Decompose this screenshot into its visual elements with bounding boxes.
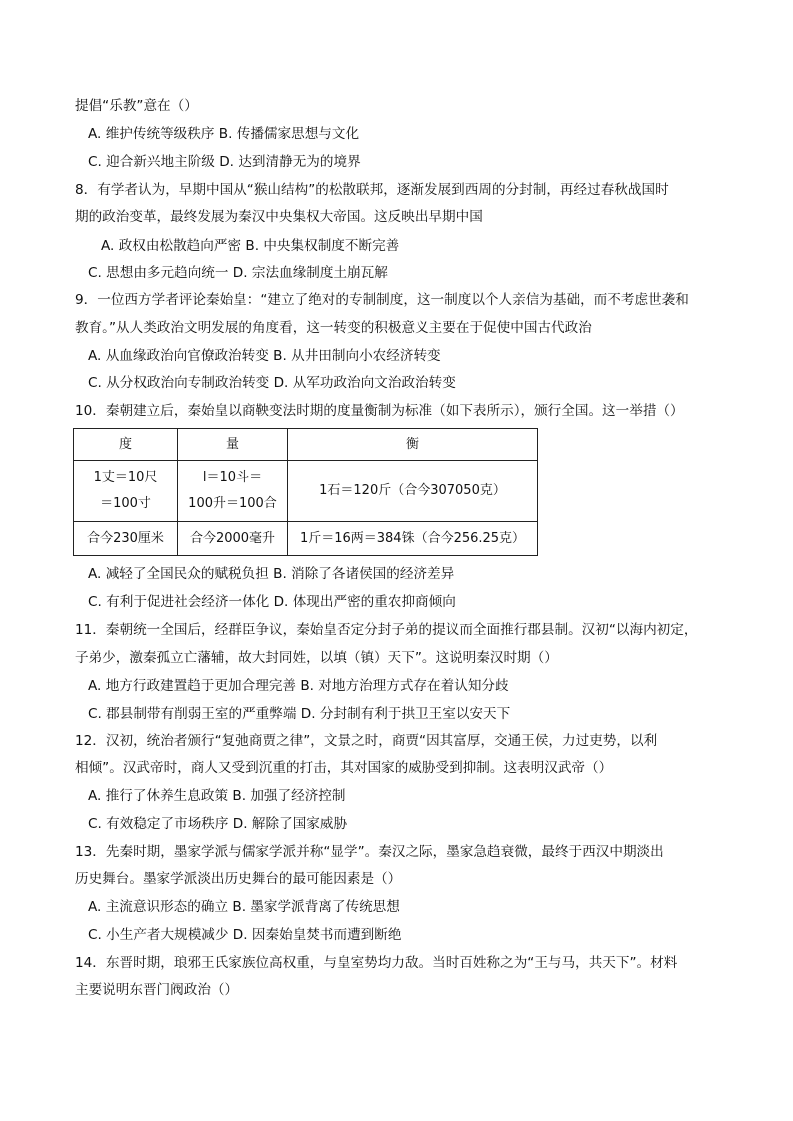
table-cell-heng-units: 1石＝120斤（合今307050克） <box>288 461 538 522</box>
question-14-stem-line2: 主要说明东晋门阀政治（） <box>75 982 239 998</box>
question-14-stem-line1: 14．东晋时期，琅邪王氏家族位高权重，与皇室势均力敌。当时百姓称之为“王与马，共天下”。材料 <box>75 955 678 971</box>
table-cell-du-units <box>74 461 178 522</box>
question-8-options-ab: A. 政权由松散趋向严密 B. 中央集权制度不断完善 <box>101 238 400 254</box>
question-9-options-ab: A. 从血缘政治向官僚政治转变 B. 从井田制向小农经济转变 <box>88 348 441 364</box>
question-10-options-cd: C. 有利于促进社会经济一体化 D. 体现出严密的重农抑商倾向 <box>88 594 456 610</box>
table-cell-liang-units <box>178 461 288 522</box>
table-cell-liang-modern: 合今2000毫升 <box>178 522 288 556</box>
question-9-stem-line1: 9．一位西方学者评论秦始皇：“建立了绝对的专制制度，这一制度以个人亲信为基础，而不考虑世袭和 <box>75 292 689 308</box>
table-cell-du-modern: 合今230厘米 <box>74 522 178 556</box>
question-9-options-cd: C. 从分权政治向专制政治转变 D. 从军功政治向文治政治转变 <box>88 375 456 391</box>
question-11-options-cd: C. 郡县制带有削弱王室的严重弊端 D. 分封制有利于拱卫王室以安天下 <box>88 706 511 722</box>
question-11-stem-line2: 子弟少，激秦孤立亡藩辅，故大封同姓，以填（镇）天下”。这说明秦汉时期（） <box>75 650 558 666</box>
question-11-options-ab: A. 地方行政建置趋于更加合理完善 B. 对地方治理方式存在着认知分歧 <box>88 678 509 694</box>
question-8-stem-line1: 8．有学者认为，早期中国从“猴山结构”的松散联邦，逐渐发展到西周的分封制，再经过春秋战国时 <box>75 182 669 198</box>
du-units-line1: 1丈＝10尺 <box>93 470 158 485</box>
question-13-stem-line1: 13．先秦时期，墨家学派与儒家学派并称“显学”。秦汉之际，墨家急趋衰微，最终于西汉中期淡出 <box>75 844 664 860</box>
question-13-stem-line2: 历史舞台。墨家学派淡出历史舞台的最可能因素是（） <box>75 871 402 887</box>
question-8-options-cd: C. 思想由多元趋向统一 D. 宗法血缘制度土崩瓦解 <box>88 265 388 281</box>
question-8-stem-line2: 期的政治变革，最终发展为秦汉中央集权大帝国。这反映出早期中国 <box>75 209 483 225</box>
du-units-line2: ＝100寸 <box>100 496 151 511</box>
question-10-stem: 10．秦朝建立后，秦始皇以商鞅变法时期的度量衡制为标准（如下表所示），颁行全国。这一举措（） <box>75 403 684 419</box>
liang-units-line1: l＝10斗＝ <box>202 470 263 485</box>
table-header-liang: 量 <box>178 429 288 461</box>
question-12-options-ab: A. 推行了休养生息政策 B. 加强了经济控制 <box>88 788 346 804</box>
question-13-options-cd: C. 小生产者大规模减少 D. 因秦始皇焚书而遭到断绝 <box>88 927 402 943</box>
question-9-stem-line2: 教育。”从人类政治文明发展的角度看，这一转变的积极意义主要在于促使中国古代政治 <box>75 320 592 336</box>
question-11-stem-line1: 11．秦朝统一全国后，经群臣争议，秦始皇否定分封子弟的提议而全面推行郡县制。汉初“以海内初定， <box>75 622 698 638</box>
table-header-heng: 衡 <box>288 429 538 461</box>
measures-table <box>73 428 538 556</box>
question-10-options-ab: A. 减轻了全国民众的赋税负担 B. 消除了各诸侯国的经济差异 <box>88 566 455 582</box>
question-12-stem-line1: 12．汉初，统治者颁行“复弛商贾之律”，文景之时，商贾“因其富厚，交通王侯，力过吏势，以利 <box>75 733 658 749</box>
question-7-options-cd: C. 迎合新兴地主阶级 D. 达到清静无为的境界 <box>88 154 361 170</box>
liang-units-line2: 100升＝100合 <box>188 496 277 511</box>
question-7-options-ab: A. 维护传统等级秩序 B. 传播儒家思想与文化 <box>88 126 360 142</box>
table-cell-heng-modern: 1斤＝16两＝384铢（合今256.25克） <box>288 522 538 556</box>
question-12-options-cd: C. 有效稳定了市场秩序 D. 解除了国家威胁 <box>88 816 348 832</box>
question-13-options-ab: A. 主流意识形态的确立 B. 墨家学派背离了传统思想 <box>88 899 400 915</box>
question-7-stem-tail: 提倡“乐教”意在（） <box>75 98 198 114</box>
question-12-stem-line2: 相倾”。汉武帝时，商人又受到沉重的打击，其对国家的威胁受到抑制。这表明汉武帝（） <box>75 760 613 776</box>
table-header-du: 度 <box>74 429 178 461</box>
